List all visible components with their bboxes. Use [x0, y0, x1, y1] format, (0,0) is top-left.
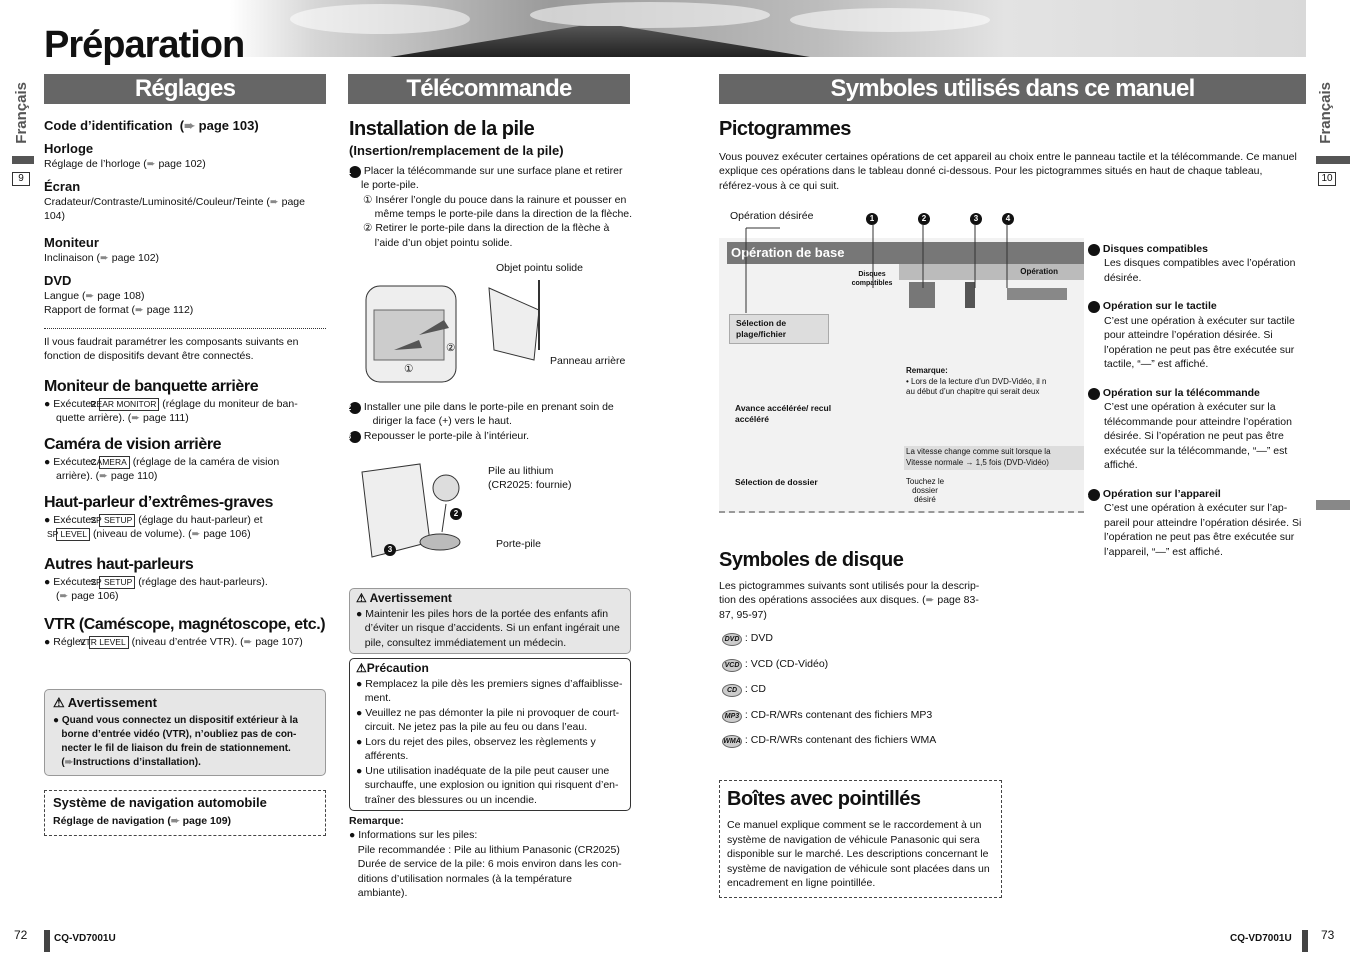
- vcd-icon: VCD: [722, 659, 742, 672]
- arrow-icon: ➨: [59, 590, 69, 603]
- arrow-icon: ➨: [135, 304, 144, 317]
- arrow-icon: ➨: [146, 158, 156, 171]
- text: l’aide d’un objet pointu solide.: [374, 236, 513, 249]
- note-number: 4: [1088, 489, 1100, 501]
- install-subheading: (Insertion/remplacement de la pile): [349, 143, 564, 159]
- arrow-icon: ➨: [85, 289, 95, 302]
- page-ref: page 106): [71, 590, 119, 603]
- table-disques-header: Disques compatibles: [851, 271, 893, 288]
- disc-dvd: [722, 631, 773, 646]
- text: Maintenir les piles hors de la portée des enfants afin: [365, 607, 609, 620]
- operation-desiree-label: Opération désirée: [730, 210, 814, 222]
- step-3: [346, 429, 634, 443]
- side-marker: [1316, 500, 1350, 510]
- row-dossier: Sélection de dossier: [735, 477, 818, 487]
- vtr-text: ● Réglez VTR LEVEL (niveau d’entrée VTR). (➨ page 107): [44, 636, 303, 649]
- button-label-box: VTR LEVEL: [89, 636, 129, 649]
- text: Opération sur l’appareil: [1102, 487, 1221, 500]
- step-number: 1: [349, 166, 361, 178]
- disc-cd: [722, 682, 766, 697]
- tab-number-left: 9: [12, 172, 30, 186]
- page-ref: page 108): [97, 289, 145, 302]
- text: au début d’un chapitre qui serait deux: [906, 387, 1040, 397]
- step-1-i: [349, 193, 634, 222]
- label-step-3: [384, 542, 396, 557]
- text: Vitesse normale → 1,5 fois (DVD-Vidéo): [906, 457, 1049, 467]
- text: : VCD (CD-Vidéo): [744, 658, 829, 670]
- page-ref: page 111): [143, 412, 189, 425]
- reglages-warning-box: [44, 689, 326, 776]
- page-ref: 104): [44, 210, 66, 223]
- ecran-heading: Écran: [44, 178, 81, 194]
- text: référez-vous à ce qui suit.: [719, 179, 840, 192]
- text: Réglage de navigation (: [53, 815, 171, 828]
- step-1: [346, 164, 634, 193]
- caution-icon: ⚠: [356, 661, 367, 675]
- hp-heading: Haut-parleur d’extrêmes-graves: [44, 493, 273, 511]
- text: (réglage du moniteur de ban-: [162, 397, 298, 410]
- note-number: 1: [1088, 244, 1100, 256]
- warning-title: [356, 591, 624, 607]
- language-tab-right: Français: [1317, 82, 1334, 144]
- text: Opération sur la télécommande: [1102, 386, 1260, 399]
- step-number: 2: [349, 402, 361, 414]
- page-ref: page 106): [203, 528, 251, 541]
- text: C’est une opération à exécuter sur tactile pour atteindre l’opération désirée. Si l’opération ne peut pas être exécutée sur tactile, “—” est affiché.: [1104, 314, 1295, 371]
- note-2: [1083, 299, 1302, 371]
- text: Précaution: [366, 661, 429, 675]
- text: Réglez: [53, 636, 86, 649]
- camera-heading: Caméra de vision arrière: [44, 435, 222, 453]
- steps-2-3: [346, 400, 634, 443]
- text: Avertissement: [67, 695, 157, 710]
- text: arrière). (: [56, 470, 100, 483]
- text: encadrement en ligne pointillée.: [727, 877, 876, 890]
- arrow-icon: ➨: [99, 470, 108, 483]
- note-3: [1083, 386, 1302, 473]
- remote-illustration-1: [364, 280, 564, 390]
- text: Disques compatibles: [1102, 243, 1208, 255]
- text: explique ces opérations dans le tableau donné ci-dessous. Pour les pictogrammes situés en haut de chaque tableau,: [719, 165, 1263, 178]
- boites-text: [727, 818, 994, 890]
- text: système de navigation de véhicule sont placées dans un: [727, 862, 990, 875]
- text: Durée de service de la pile: 6 mois environ dans les con-: [357, 858, 622, 871]
- label-panneau: Panneau arrière: [550, 355, 626, 367]
- text: Instructions d’installation).: [73, 756, 201, 768]
- text: disponible sur le marché. Les descriptions concernant le: [727, 848, 989, 861]
- text: (: [61, 756, 65, 768]
- arrow-icon: ➨: [243, 636, 253, 649]
- text: La vitesse change comme suit lorsque la: [906, 447, 1051, 456]
- language-tab-left: Français: [13, 82, 30, 144]
- marker-number: 1: [866, 213, 878, 225]
- table-operation-header: Opération: [899, 264, 1084, 280]
- model-right: CQ-VD7001U: [1230, 933, 1292, 944]
- text: Avertissement: [369, 591, 452, 605]
- text: (niveau d’entrée VTR). (: [131, 636, 244, 649]
- section-symboles-title: Symboles utilisés dans ce manuel: [719, 74, 1306, 104]
- page-ref: page 83-: [937, 594, 979, 607]
- text: (CR2025: fournie): [488, 479, 572, 492]
- caution-1: ● Remplacez la pile dès les premiers signes d’affaiblisse- ment.: [356, 677, 623, 705]
- caution-2: ● Veuillez ne pas démonter la pile ni provoquer de court- circuit. Ne jetez pas la pile au feu ou dans l’eau.: [356, 706, 620, 734]
- note-4: [1083, 487, 1302, 559]
- arrow-icon: ➨: [925, 594, 935, 607]
- moniteur-text: [44, 251, 329, 265]
- note-1: [1083, 242, 1302, 285]
- warning-text: ● Quand vous connectez un dispositif extérieur à la borne d’entrée vidéo (VTR), n’oubliez pas de con- necter le fil de liaison du frein de stationnement. (➨Instructions d’installation).: [53, 715, 298, 768]
- text: : CD-R/WRs contenant des fichiers MP3: [744, 709, 933, 721]
- section-reglages-title: Réglages: [44, 74, 326, 104]
- row-selection: Sélection de plage/fichier: [729, 314, 829, 344]
- label-step-2: [450, 506, 462, 521]
- step-number: 3: [384, 544, 396, 556]
- camera-text: ● Exécutez CAMERA (réglage de la caméra de vision arrière). (➨ page 110): [44, 455, 280, 483]
- row-avance: Avance accélérée/ recul accéléré: [735, 403, 832, 425]
- caution-4: ● Une utilisation inadéquate de la pile peut causer une surchauffe, une explosion ou ignition qui risquent d’en- traîner des blessures ou un incendie.: [356, 764, 619, 806]
- arrow-icon: ➨: [184, 118, 196, 133]
- divider: [44, 328, 326, 329]
- boites-dashed-box: [719, 780, 1002, 898]
- vtr-heading: VTR (Caméscope, magnétoscope, etc.): [44, 615, 326, 633]
- text: Exécutez: [53, 397, 97, 410]
- text: Cradateur/Contraste/Luminosité/Couleur/Teinte (: [44, 195, 270, 208]
- tab-number-right: 10: [1318, 172, 1336, 186]
- banquette-text: ● Exécutez REAR MONITOR (réglage du moniteur de ban- quette arrière). (➨ page 111): [44, 397, 298, 425]
- label-objet: Objet pointu solide: [496, 262, 583, 274]
- page-ref: page 109): [182, 815, 232, 828]
- text: necter le fil de liaison du frein de stationnement.: [61, 742, 291, 754]
- dvd-heading: DVD: [44, 272, 72, 288]
- page-ref: page 102): [158, 158, 206, 171]
- moniteur-heading: Moniteur: [44, 234, 99, 250]
- code-id-heading: Code d’identification: [44, 118, 173, 133]
- dvd-text-1: [44, 289, 329, 303]
- dvd-icon: DVD: [722, 633, 742, 646]
- text: 87, 95-97): [719, 608, 767, 621]
- sub-number: ①: [363, 193, 373, 206]
- note-number: 3: [1088, 388, 1100, 400]
- dvd-text-2: [44, 303, 329, 317]
- autres-heading: Autres haut-parleurs: [44, 555, 194, 573]
- text: (réglage des haut-parleurs).: [138, 576, 268, 588]
- warning-title: [53, 694, 317, 711]
- text: (niveau de volume). (: [92, 528, 192, 541]
- text: Exécutez: [53, 455, 97, 468]
- arrow-icon: ➨: [191, 528, 201, 541]
- text: surchauffe, une explosion ou ignition qui risquent d’en-: [364, 779, 619, 792]
- text: Remarque:: [906, 366, 948, 375]
- label-pile: [488, 464, 571, 493]
- text: système de navigation de véhicule Panasonic qui sera: [727, 833, 980, 846]
- disque-heading: Symboles de disque: [719, 549, 904, 571]
- tab-bar-right: [1316, 156, 1350, 164]
- text: Quand vous connectez un dispositif extérieur à la: [61, 715, 298, 727]
- hp-text: ● Exécutez SP SETUP (églage du haut-parleur) et SP LEVEL (niveau de volume). (➨ page 106): [44, 513, 263, 541]
- arrow-icon: ➨: [170, 815, 180, 828]
- page-title: Préparation: [44, 24, 245, 66]
- text: : DVD: [744, 632, 773, 644]
- label-circled-1: ①: [404, 363, 414, 375]
- text: Une utilisation inadéquate de la pile peut causer une: [365, 764, 610, 777]
- text: Inclinaison (: [44, 252, 101, 265]
- text: (réglage de la caméra de vision: [132, 455, 280, 468]
- nav-heading: Système de navigation automobile: [53, 795, 267, 810]
- text: traîner des blessures ou un incendie.: [364, 793, 537, 806]
- text: : CD: [744, 683, 766, 695]
- text: C’est une opération à exécuter sur la télécommande pour atteindre l’opération désirée. Si l’opération ne peut pas être exécutée sur la télécommande, “—” est affiché.: [1104, 401, 1292, 472]
- text: Lors du rejet des piles, observez les règlements y: [365, 735, 596, 748]
- telecommande-column: [346, 116, 634, 250]
- install-heading: Installation de la pile: [349, 118, 535, 140]
- arrow-icon: ➨: [131, 412, 141, 425]
- page-ref: page 107): [255, 636, 303, 649]
- page-ref: page 103): [198, 118, 259, 133]
- footer-bar-right: [1302, 930, 1308, 952]
- header-banner-image: [230, 0, 1306, 57]
- reglages-column: [44, 117, 329, 650]
- paren: (: [179, 118, 185, 133]
- text: Rapport de format (: [44, 304, 136, 317]
- button-label-box: CAMERA: [99, 456, 129, 469]
- text: pile, consultez immédiatement un médecin.: [364, 636, 567, 649]
- intro-text: Il vous faudrait paramétrer les composants suivants en fonction de dispositifs devant être connectés.: [44, 335, 299, 363]
- step-1-ii: [349, 221, 634, 250]
- text: Remplacez la pile dès les premiers signes d’affaiblisse-: [365, 677, 623, 690]
- page-ref: page 102): [111, 252, 160, 265]
- text: Placer la télécommande sur une surface plane et retirer: [363, 164, 623, 177]
- remarque-heading: Remarque:: [349, 815, 404, 827]
- sub-number: ②: [363, 222, 373, 235]
- text: Pile au lithium: [488, 465, 554, 477]
- text: tion des opérations associées aux disques. (: [719, 594, 926, 607]
- wma-icon: WMA: [722, 735, 742, 748]
- text: ment.: [364, 692, 392, 705]
- button-label-box: REAR MONITOR: [99, 398, 159, 411]
- text: Vous pouvez exécuter certaines opérations de cet appareil au choix entre le panneau tactile et la télécommande. Ce manuel: [719, 151, 1297, 163]
- text: afférents.: [364, 750, 409, 763]
- step-number: 3: [349, 431, 361, 443]
- remarque-text: ● Informations sur les piles: Pile recommandée : Pile au lithium Panasonic (CR2025) Durée de service de la pile: 6 mois environ dans les con- ditions d’utilisation normales (à la température ambiante).: [349, 829, 622, 900]
- page-number-right: 73: [1321, 928, 1335, 942]
- ecran-text: [44, 195, 329, 224]
- code-id-line: [44, 117, 329, 134]
- nav-text: [53, 814, 317, 828]
- telec-warning-box: [349, 588, 631, 654]
- horloge-heading: Horloge: [44, 141, 94, 157]
- disc-mp3: [722, 708, 932, 723]
- callout-lines: [740, 218, 1040, 318]
- arrow-icon: ➨: [269, 195, 279, 208]
- model-left: CQ-VD7001U: [54, 933, 116, 944]
- warning-text: ● Maintenir les piles hors de la portée des enfants afin d’éviter un risque d’accidents. Si un enfant ingérait une pile, consultez immédiatement un médecin.: [356, 607, 620, 649]
- page-ref: page 110): [110, 470, 158, 483]
- text: Les pictogrammes suivants sont utilisés pour la descrip-: [719, 580, 980, 592]
- text: ambiante).: [357, 887, 408, 900]
- horloge-text: [44, 157, 329, 171]
- text: ditions d’utilisation normales (à la température: [357, 872, 572, 885]
- step-number: 2: [450, 508, 462, 520]
- text: C’est une opération à exécuter sur l’ap-pareil pour atteindre l’opération désirée. Si l’opération ne peut pas être exécutée sur l’appareil, “—” est affiché.: [1104, 502, 1302, 558]
- warning-icon: ⚠: [356, 591, 367, 605]
- caution-title: [356, 661, 624, 677]
- marker-number: 3: [970, 213, 982, 225]
- button-label-box: SP SETUP: [99, 514, 135, 527]
- text: Les disques compatibles avec l’opération désirée.: [1104, 257, 1296, 284]
- label-porte-pile: Porte-pile: [496, 538, 541, 550]
- navigation-dashed-box: [44, 790, 326, 836]
- text: (: [56, 590, 60, 603]
- page-ref: page: [281, 195, 305, 208]
- text: Langue (: [44, 289, 86, 302]
- disc-wma: [722, 733, 936, 748]
- text: Ce manuel explique comment se le raccordement à un: [727, 819, 982, 832]
- pictogrammes-text: [719, 150, 1304, 193]
- text: Réglage de l’horloge (: [44, 158, 147, 171]
- disc-vcd: [722, 657, 828, 672]
- table-speed: [904, 446, 1084, 470]
- table-remark: [904, 364, 1084, 400]
- text: Installer une pile dans le porte-pile en prenant soin de: [363, 401, 614, 413]
- page-number-left: 72: [14, 928, 28, 942]
- marker-number: 4: [1002, 213, 1014, 225]
- text: Opération sur le tactile: [1102, 300, 1217, 313]
- text: circuit. Ne jetez pas la pile au feu ou dans l’eau.: [364, 721, 588, 734]
- text: (églage du haut-parleur) et: [138, 513, 263, 526]
- label-circled-2: ②: [446, 342, 456, 354]
- table-title: Opération de base: [727, 242, 1084, 264]
- text: même temps le porte-pile dans la direction de la flèche.: [374, 208, 633, 220]
- button-label-box: SP SETUP: [99, 576, 135, 589]
- text: Repousser le porte-pile à l’intérieur.: [363, 429, 530, 442]
- text: Retirer le porte-pile dans la direction de la flèche à: [375, 222, 610, 235]
- text: diriger la face (+) vers le haut.: [372, 415, 512, 428]
- text: quette arrière). (: [56, 412, 132, 425]
- table-touch: Touchez le dossier désiré: [905, 477, 945, 504]
- text: Exécutez: [53, 576, 97, 588]
- autres-text: ● Exécutez SP SETUP (réglage des haut-parleurs). (➨ page 106): [44, 576, 268, 603]
- text: le porte-pile.: [361, 179, 419, 192]
- battery-illustration: [360, 462, 500, 562]
- text: Pile recommandée : Pile au lithium Panasonic (CR2025): [357, 843, 620, 856]
- mp3-icon: MP3: [722, 710, 742, 723]
- text: d’éviter un risque d’accidents. Si un enfant ingérait une: [364, 622, 620, 635]
- telec-caution-box: [349, 658, 631, 811]
- arrow-icon: ➨: [64, 756, 74, 768]
- step-2: [346, 400, 634, 429]
- warning-icon: ⚠: [53, 695, 65, 710]
- banquette-heading: Moniteur de banquette arrière: [44, 377, 259, 395]
- marker-number: 2: [918, 213, 930, 225]
- text: borne d’entrée vidéo (VTR), n’oubliez pas de con-: [61, 728, 297, 740]
- caution-3: ● Lors du rejet des piles, observez les règlements y afférents.: [356, 735, 596, 763]
- pictogrammes-heading: Pictogrammes: [719, 118, 851, 140]
- footer-bar-left: [44, 930, 50, 952]
- text: : CD-R/WRs contenant des fichiers WMA: [744, 734, 937, 746]
- section-telecommande-title: Télécommande: [348, 74, 630, 104]
- text: Informations sur les piles:: [358, 829, 478, 842]
- pictogram-notes: [1083, 242, 1302, 559]
- boites-heading: Boîtes avec pointillés: [727, 788, 921, 810]
- text: Insérer l’ongle du pouce dans la rainure et pousser en: [375, 193, 627, 206]
- tab-bar-left: [12, 156, 34, 164]
- remarque-block: [349, 814, 634, 901]
- button-label-box: SP LEVEL: [56, 528, 90, 541]
- arrow-icon: ➨: [100, 252, 109, 265]
- cd-icon: CD: [722, 684, 742, 697]
- text: Exécutez: [53, 513, 97, 526]
- text: • Lors de la lecture d’un DVD-Vidéo, il n: [906, 376, 1047, 386]
- disque-text: [719, 579, 999, 622]
- page-ref: page 112): [146, 304, 194, 317]
- note-number: 2: [1088, 301, 1100, 313]
- text: Veuillez ne pas démonter la pile ni provoquer de court-: [365, 706, 620, 719]
